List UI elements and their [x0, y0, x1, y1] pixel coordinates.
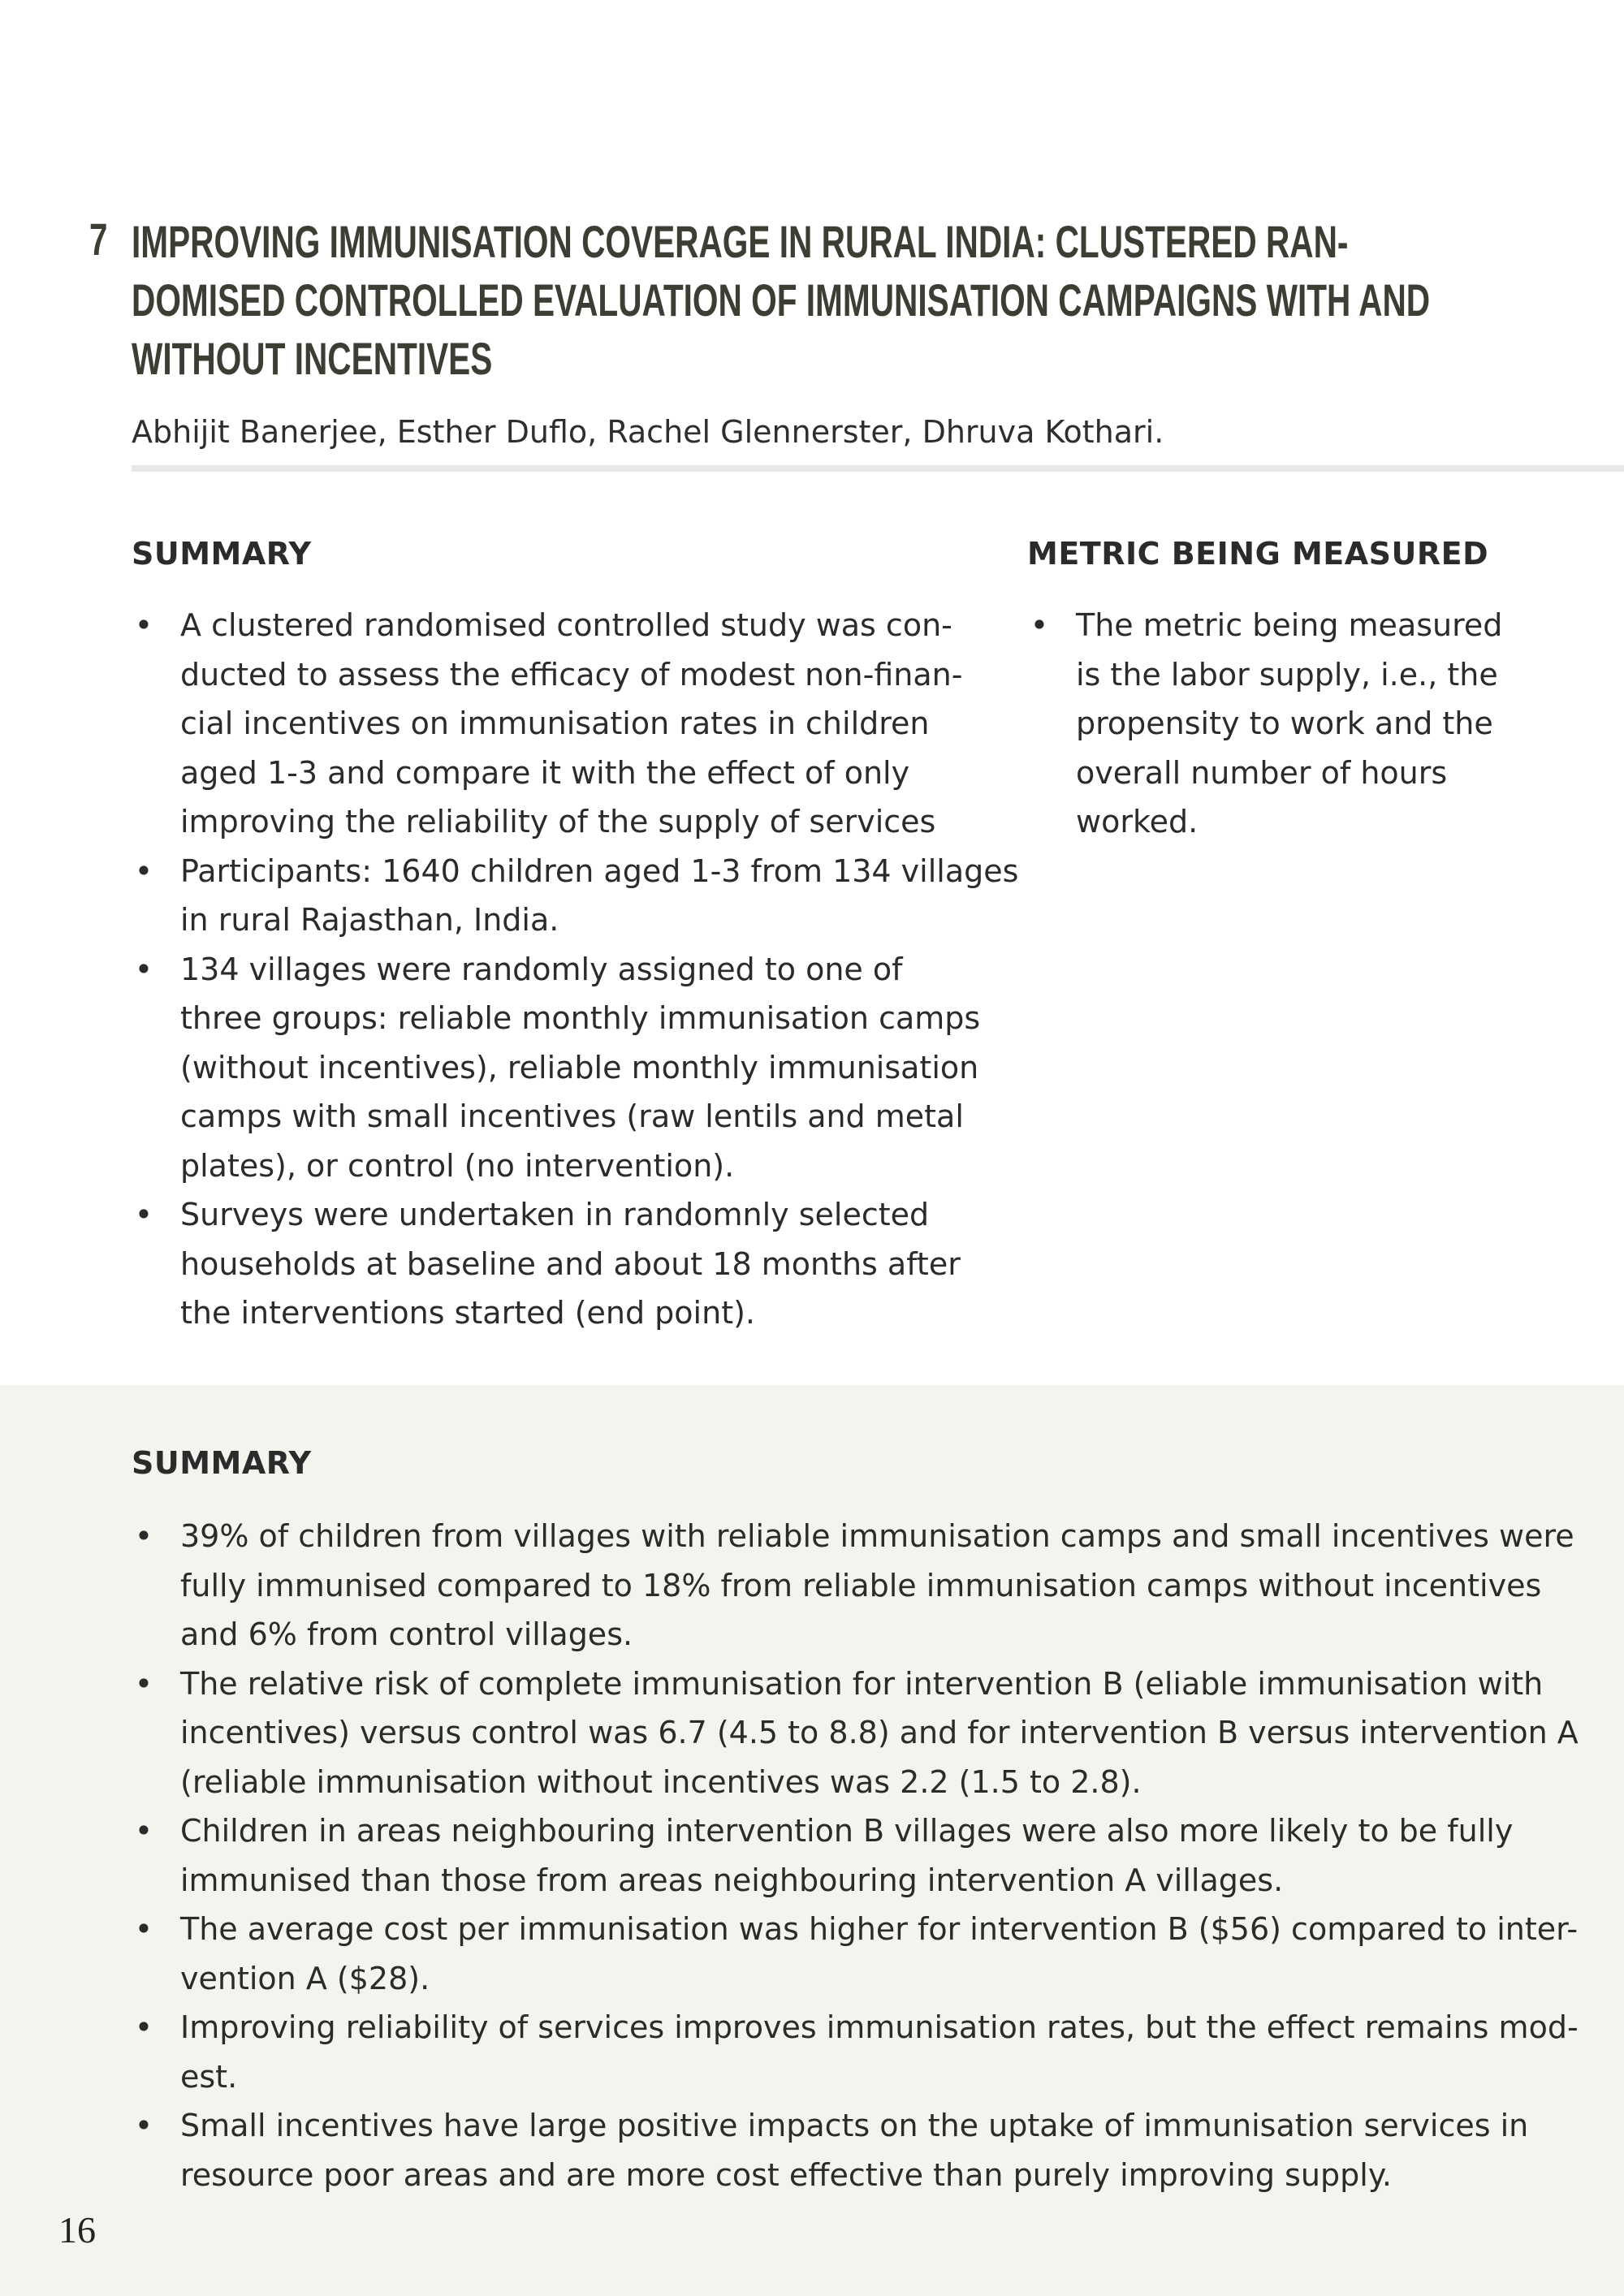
bullet-line: households at baseline and about 18 months after [180, 1245, 961, 1282]
bullet-line: immunised than those from areas neighbouring intervention A villages. [180, 1862, 1284, 1898]
bullet-line: 39% of children from villages with reliable immunisation camps and small incentives were [180, 1518, 1574, 1554]
bullet-line: three groups: reliable monthly immunisation camps [180, 1000, 981, 1036]
bullet-line: plates), or control (no intervention). [180, 1147, 735, 1184]
bullet-line: 134 villages were randomly assigned to one of [180, 951, 903, 987]
bullet-icon: • [134, 607, 153, 643]
bullet-item [132, 1190, 992, 1338]
bullet-item [132, 847, 1019, 945]
summary-list [132, 601, 1019, 1338]
bullet-item [1027, 601, 1514, 847]
bullet-icon: • [1030, 607, 1049, 643]
chapter-number: 7 [89, 214, 108, 265]
bullet-item [132, 2003, 1579, 2101]
bullet-line: vention A ($28). [180, 1960, 430, 1996]
bullet-item [132, 1512, 1574, 1659]
bullet-line: camps with small incentives (raw lentils and metal [180, 1098, 964, 1134]
bullet-line: fully immunised compared to 18% from reliable immunisation camps without incentives [180, 1567, 1542, 1603]
bullet-line: Surveys were undertaken in randomnly selected [180, 1197, 930, 1232]
bullet-line: (without incentives), reliable monthly immunisation [180, 1049, 979, 1085]
bullet-item [132, 601, 992, 847]
chapter-title-line: DOMISED CONTROLLED EVALUATION OF IMMUNISATION CAMPAIGNS WITH AND [132, 274, 1431, 326]
chapter-title-line: IMPROVING IMMUNISATION COVERAGE IN RURAL INDIA: CLUSTERED RAN- [132, 216, 1349, 267]
summary-heading: SUMMARY [132, 536, 312, 572]
authors-line: Abhijit Banerjee, Esther Duflo, Rachel Glennerster, Dhruva Kothari. [132, 414, 1164, 450]
metric-heading: METRIC BEING MEASURED [1027, 536, 1489, 572]
bullet-line: Small incentives have large positive impacts on the uptake of immunisation services in [180, 2108, 1529, 2143]
bullet-icon: • [134, 852, 153, 889]
bullet-icon: • [134, 1518, 153, 1554]
page-number: 16 [58, 2209, 96, 2251]
bullet-line: overall number of hours [1076, 754, 1448, 791]
bullet-line: worked. [1076, 804, 1199, 839]
bullet-line: is the labor supply, i.e., the [1076, 656, 1498, 693]
bullet-line: propensity to work and the [1076, 706, 1493, 741]
results-summary-heading: SUMMARY [132, 1445, 312, 1481]
bullet-line: A clustered randomised controlled study was con- [180, 607, 952, 643]
bullet-icon: • [134, 1813, 153, 1849]
header-divider [132, 465, 1624, 472]
bullet-item [132, 1905, 1579, 2003]
bullet-line: Participants: 1640 children aged 1-3 from 134 villages [180, 852, 1019, 889]
bullet-icon: • [134, 1197, 153, 1232]
chapter-title-line: WITHOUT INCENTIVES [132, 333, 493, 384]
bullet-line: The metric being measured [1076, 607, 1503, 643]
bullet-icon: • [134, 2009, 153, 2045]
bullet-icon: • [134, 1665, 153, 1702]
results-summary-list [132, 1512, 1579, 2199]
bullet-line: incentives) versus control was 6.7 (4.5 to 8.8) and for intervention B versus intervention A [180, 1715, 1579, 1750]
bullet-line: cial incentives on immunisation rates in children [180, 706, 930, 741]
bullet-line: (reliable immunisation without incentives was 2.2 (1.5 to 2.8). [180, 1763, 1142, 1800]
bullet-line: ducted to assess the efficacy of modest non-finan- [180, 656, 963, 693]
bullet-item [132, 1659, 1579, 1807]
bullet-line: Improving reliability of services improves immunisation rates, but the effect remains mod- [180, 2009, 1579, 2045]
bullet-item [132, 1806, 1561, 1905]
bullet-line: resource poor areas and are more cost effective than purely improving supply. [180, 2156, 1392, 2193]
bullet-line: aged 1-3 and compare it with the effect of only [180, 754, 910, 791]
bullet-line: Children in areas neighbouring intervention B villages were also more likely to be fully [180, 1813, 1514, 1849]
bullet-line: the interventions started (end point). [180, 1295, 755, 1331]
bullet-line: and 6% from control villages. [180, 1616, 633, 1652]
bullet-item [132, 2101, 1561, 2199]
metric-list [1027, 601, 1514, 847]
bullet-line: The relative risk of complete immunisation for intervention B (eliable immunisation with [180, 1665, 1544, 1702]
bullet-item [132, 945, 992, 1191]
bullet-icon: • [134, 2108, 153, 2143]
bullet-line: in rural Rajasthan, India. [180, 902, 559, 938]
bullet-line: improving the reliability of the supply of services [180, 804, 936, 839]
bullet-icon: • [134, 1911, 153, 1947]
chapter-title [132, 213, 1592, 388]
bullet-line: The average cost per immunisation was higher for intervention B ($56) compared to inter- [180, 1911, 1579, 1947]
bullet-icon: • [134, 951, 153, 987]
bullet-line: est. [180, 2058, 238, 2095]
